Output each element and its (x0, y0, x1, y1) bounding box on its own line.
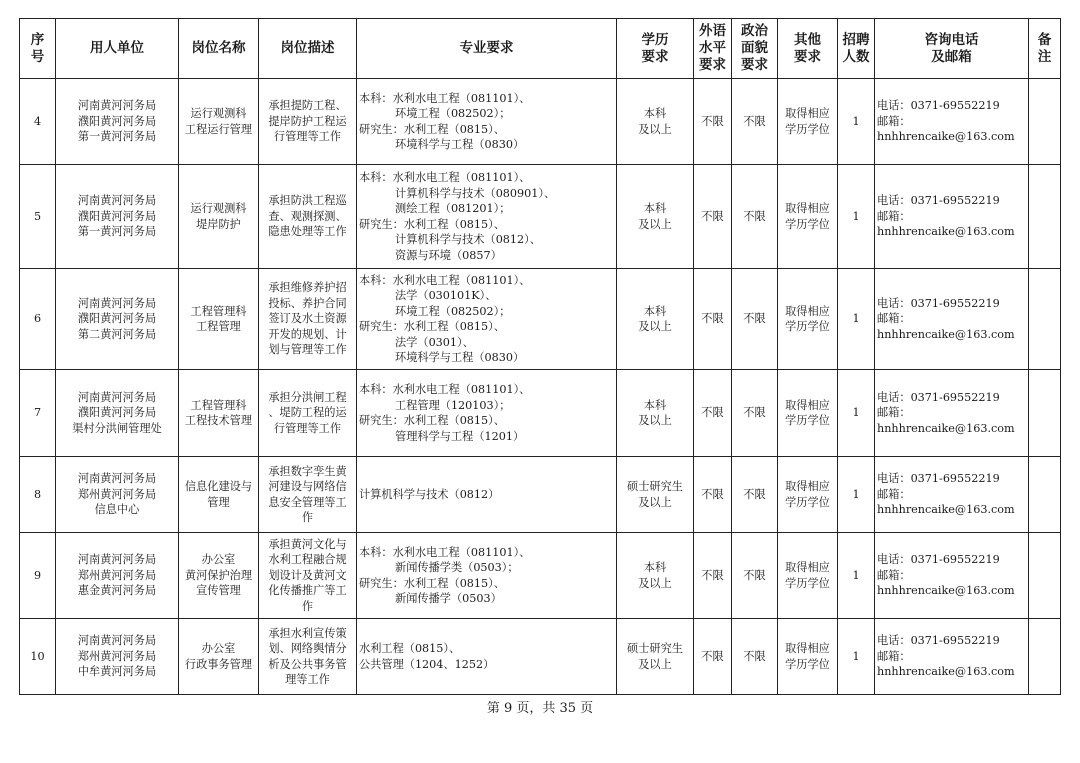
unit-cell-line: 河南黄河河务局 (77, 194, 157, 208)
header-other (778, 19, 838, 79)
post-name-cell-line: 工程管理科 (190, 398, 247, 412)
unit-cell-line: 第一黄河河务局 (77, 130, 157, 144)
header-line: 学历 (641, 31, 669, 48)
header-language (694, 19, 732, 79)
unit-cell-line: 郑州黄河河务局 (77, 568, 157, 582)
header-line: 要求 (741, 57, 768, 73)
education-cell (617, 165, 694, 269)
contact-cell-line: 电话：0371-69552219 (877, 390, 1000, 404)
note-cell (1029, 165, 1061, 269)
contact-cell-line: 电话：0371-69552219 (877, 99, 1000, 113)
unit-cell-line: 濮阳黄河河务局 (77, 209, 157, 223)
contact-cell-line: hnhhrencaike@163.com (877, 584, 1015, 598)
post-desc-cell-line: 承担数字孪生黄 (268, 464, 347, 478)
contact-cell-line: 邮箱： (877, 209, 911, 223)
major-line: 环境工程（082502）； (395, 304, 511, 318)
header-line: 外语 (699, 23, 726, 39)
major-line: 新闻传播学（0503） (395, 592, 502, 605)
other-cell (778, 79, 838, 165)
post-desc-cell-line: 承担分洪闸工程 (268, 390, 347, 404)
major-line: 研究生：水利工程（0815）、 (359, 217, 505, 231)
language-cell: 不限 (694, 533, 732, 619)
unit-cell (56, 269, 179, 370)
unit-cell-line: 濮阳黄河河务局 (77, 114, 157, 128)
major-line: 新闻传播学类（0503）； (395, 561, 519, 574)
seq-cell: 10 (20, 619, 56, 695)
post-desc-cell (259, 370, 357, 457)
header-line: 政治 (741, 23, 768, 39)
post-desc-cell-line: 行管理等工作 (273, 130, 342, 144)
contact-cell-line: 电话：0371-69552219 (877, 472, 1000, 486)
note-cell (1029, 269, 1061, 370)
header-line: 专业要求 (459, 40, 514, 56)
seq-cell: 9 (20, 533, 56, 619)
post-desc-cell-line: 承担水利宣传策 (268, 626, 347, 640)
other-cell (778, 165, 838, 269)
education-cell-line: 硕士研究生 (627, 480, 683, 493)
unit-cell-line: 河南黄河河务局 (77, 390, 157, 404)
unit-cell (56, 165, 179, 269)
unit-cell (56, 619, 179, 695)
major-line: 本科：水利水电工程（081101）、 (359, 383, 531, 396)
education-cell-line: 及以上 (638, 320, 672, 333)
header-major (357, 19, 617, 79)
post-name-cell (179, 79, 259, 165)
post-name-cell-line: 工程管理 (196, 320, 241, 333)
header-unit (56, 19, 179, 79)
post-desc-cell-line: 理等工作 (285, 673, 330, 686)
post-desc-cell-line: 划与管理等工作 (268, 343, 347, 357)
post-desc-cell-line: 化传播推广等工 (268, 584, 347, 598)
header-line: 要求 (794, 48, 821, 65)
contact-cell-line: 电话：0371-69552219 (877, 194, 1000, 208)
major-line: 资源与环境（0857） (395, 248, 502, 262)
count-cell: 1 (838, 370, 875, 457)
table-row (20, 79, 1061, 165)
post-name-cell-line: 黄河保护治理 (184, 568, 253, 582)
header-note (1029, 19, 1061, 79)
other-cell (778, 619, 838, 695)
seq-cell: 5 (20, 165, 56, 269)
major-line: 研究生：水利工程（0815）、 (359, 576, 505, 590)
major-cell (357, 79, 617, 165)
contact-cell-line: 电话：0371-69552219 (877, 296, 1000, 310)
unit-cell (56, 457, 179, 533)
contact-cell (875, 370, 1029, 457)
unit-cell (56, 370, 179, 457)
unit-cell-line: 河南黄河河务局 (77, 553, 157, 567)
post-name-cell-line: 办公室 (201, 642, 236, 655)
education-cell (617, 79, 694, 165)
post-name-cell-line: 信息化建设与 (184, 480, 253, 493)
education-cell-line: 及以上 (638, 217, 672, 231)
header-post-name (179, 19, 259, 79)
education-cell-line: 本科 (643, 561, 667, 574)
post-desc-cell-line: 、堤防工程的运 (268, 406, 347, 420)
post-desc-cell (259, 457, 357, 533)
header-contact (875, 19, 1029, 79)
count-cell: 1 (838, 619, 875, 695)
header-line: 要求 (641, 48, 669, 65)
education-cell (617, 269, 694, 370)
post-desc-cell-line: 开发的规划、计 (268, 327, 347, 341)
post-desc-cell-line: 析及公共事务管 (268, 657, 347, 671)
other-cell (778, 457, 838, 533)
unit-cell-line: 河南黄河河务局 (77, 634, 157, 648)
major-line: 本科：水利水电工程（081101）、 (359, 273, 531, 287)
post-desc-cell-line: 签订及水土资源 (268, 312, 347, 326)
table-row (20, 370, 1061, 457)
other-cell-line: 取得相应 (785, 398, 830, 412)
major-line: 环境科学与工程（0830） (395, 138, 525, 151)
major-line: 本科：水利水电工程（081101）、 (359, 91, 531, 105)
education-cell-line: 硕士研究生 (627, 642, 683, 655)
major-cell (357, 619, 617, 695)
table-row (20, 619, 1061, 695)
contact-cell-line: 电话：0371-69552219 (877, 553, 1000, 567)
post-desc-cell-line: 作 (301, 511, 314, 524)
count-cell: 1 (838, 457, 875, 533)
note-cell (1029, 457, 1061, 533)
unit-cell-line: 河南黄河河务局 (77, 296, 157, 310)
other-cell-line: 学历学位 (785, 217, 830, 231)
other-cell-line: 取得相应 (785, 202, 830, 215)
seq-cell: 4 (20, 79, 56, 165)
major-line: 管理科学与工程（1201） (395, 429, 525, 443)
post-name-cell-line: 管理 (207, 495, 230, 509)
post-name-cell (179, 370, 259, 457)
post-desc-cell-line: 提岸防护工程运 (268, 114, 347, 128)
language-cell: 不限 (694, 79, 732, 165)
other-cell-line: 取得相应 (785, 561, 830, 574)
education-cell-line: 本科 (643, 398, 667, 412)
page-footer: 第 9 页，共 35 页 (486, 701, 594, 716)
unit-cell-line: 第二黄河河务局 (77, 327, 157, 341)
post-desc-cell-line: 水利工程融合规 (268, 553, 347, 567)
language-cell: 不限 (694, 619, 732, 695)
politics-cell: 不限 (732, 370, 778, 457)
count-cell: 1 (838, 269, 875, 370)
post-desc-cell-line: 承担维修养护招 (268, 281, 347, 295)
post-desc-cell-line: 承担黄河文化与 (268, 537, 347, 551)
header-line: 咨询电话 (924, 31, 979, 48)
post-name-cell-line: 堤岸防护 (196, 217, 241, 231)
post-desc-cell-line: 承担防洪工程巡 (268, 194, 347, 208)
header-line: 用人单位 (90, 40, 144, 56)
seq-cell: 6 (20, 269, 56, 370)
education-cell (617, 533, 694, 619)
table-row (20, 269, 1061, 370)
unit-cell-line: 河南黄河河务局 (77, 472, 157, 486)
post-desc-cell (259, 165, 357, 269)
post-name-cell-line: 运行观测科 (190, 202, 247, 215)
table-body (20, 79, 1061, 695)
language-cell: 不限 (694, 457, 732, 533)
language-cell: 不限 (694, 269, 732, 370)
other-cell-line: 取得相应 (785, 642, 830, 655)
other-cell-line: 取得相应 (785, 304, 830, 318)
table-row (20, 457, 1061, 533)
major-line: 计算机科学与技术（0812） (359, 487, 500, 501)
contact-cell (875, 619, 1029, 695)
contact-cell-line: 电话：0371-69552219 (877, 634, 1000, 648)
header-education (617, 19, 694, 79)
contact-cell-line: hnhhrencaike@163.com (877, 421, 1015, 435)
header-line: 及邮箱 (931, 48, 972, 65)
contact-cell-line: hnhhrencaike@163.com (877, 665, 1015, 679)
politics-cell: 不限 (732, 457, 778, 533)
major-line: 计算机科学与技术（0812）、 (395, 233, 541, 246)
contact-cell (875, 269, 1029, 370)
unit-cell-line: 信息中心 (94, 503, 140, 517)
header-line: 招聘 (842, 31, 870, 48)
post-desc-cell-line: 行管理等工作 (273, 421, 342, 435)
other-cell-line: 学历学位 (785, 576, 830, 590)
major-line: 法学（0301）、 (395, 335, 474, 349)
unit-cell-line: 惠金黄河河务局 (77, 584, 157, 598)
major-cell (357, 533, 617, 619)
contact-cell-line: 邮箱： (877, 487, 911, 501)
education-cell-line: 本科 (643, 304, 667, 318)
count-cell: 1 (838, 79, 875, 165)
major-line: 水利工程（0815）、 (359, 642, 461, 655)
post-desc-cell (259, 269, 357, 370)
header-line: 注 (1037, 48, 1052, 65)
post-desc-cell-line: 作 (301, 599, 314, 613)
unit-cell-line: 第一黄河河务局 (77, 225, 157, 239)
other-cell-line: 学历学位 (785, 320, 830, 333)
post-name-cell-line: 办公室 (201, 553, 236, 567)
unit-cell-line: 郑州黄河河务局 (77, 649, 157, 663)
politics-cell: 不限 (732, 79, 778, 165)
major-line: 计算机科学与技术（080901）、 (395, 186, 556, 200)
major-line: 法学（030101K）、 (395, 289, 497, 302)
unit-cell-line: 濮阳黄河河务局 (77, 406, 157, 420)
post-name-cell (179, 619, 259, 695)
post-name-cell-line: 工程技术管理 (184, 414, 253, 427)
unit-cell (56, 79, 179, 165)
major-cell (357, 165, 617, 269)
major-line: 研究生：水利工程（0815）、 (359, 122, 505, 136)
major-cell (357, 370, 617, 457)
recruitment-table (19, 18, 1061, 695)
contact-cell-line: hnhhrencaike@163.com (877, 327, 1015, 341)
post-name-cell-line: 工程运行管理 (184, 122, 253, 136)
other-cell (778, 269, 838, 370)
other-cell-line: 学历学位 (785, 495, 830, 509)
post-desc-cell-line: 划、网络舆情分 (268, 642, 347, 655)
major-line: 测绘工程（081201）； (395, 202, 511, 215)
major-cell (357, 457, 617, 533)
header-count (838, 19, 875, 79)
major-line: 本科：水利水电工程（081101）、 (359, 171, 531, 184)
header-row (20, 19, 1061, 79)
post-desc-cell-line: 查、观测探测、 (268, 209, 347, 223)
language-cell: 不限 (694, 165, 732, 269)
major-line: 本科：水利水电工程（081101）、 (359, 545, 531, 559)
post-name-cell-line: 工程管理科 (190, 304, 247, 318)
major-line: 环境工程（082502）； (395, 107, 511, 120)
post-name-cell (179, 269, 259, 370)
header-line: 人数 (842, 48, 870, 65)
count-cell: 1 (838, 533, 875, 619)
post-name-cell-line: 宣传管理 (196, 584, 241, 598)
post-name-cell (179, 533, 259, 619)
unit-cell-line: 郑州黄河河务局 (77, 487, 157, 501)
contact-cell (875, 457, 1029, 533)
education-cell-line: 及以上 (638, 495, 672, 509)
contact-cell-line: 邮箱： (877, 312, 911, 326)
politics-cell: 不限 (732, 533, 778, 619)
major-line: 研究生：水利工程（0815）、 (359, 414, 505, 427)
header-line: 面貌 (741, 40, 768, 56)
contact-cell-line: hnhhrencaike@163.com (877, 225, 1015, 239)
politics-cell: 不限 (732, 619, 778, 695)
contact-cell-line: 邮箱： (877, 114, 911, 128)
seq-cell: 8 (20, 457, 56, 533)
unit-cell-line: 濮阳黄河河务局 (77, 312, 157, 326)
note-cell (1029, 619, 1061, 695)
header-line: 岗位描述 (280, 40, 335, 56)
contact-cell-line: 邮箱： (877, 568, 911, 582)
education-cell-line: 及以上 (638, 657, 672, 671)
politics-cell: 不限 (732, 269, 778, 370)
note-cell (1029, 370, 1061, 457)
header-line: 其他 (794, 31, 821, 48)
other-cell-line: 学历学位 (785, 414, 830, 427)
post-name-cell-line: 运行观测科 (190, 107, 247, 120)
other-cell (778, 533, 838, 619)
post-desc-cell-line: 划设计及黄河文 (268, 568, 347, 582)
politics-cell: 不限 (732, 165, 778, 269)
post-desc-cell (259, 533, 357, 619)
note-cell (1029, 79, 1061, 165)
major-line: 工程管理（120103）； (395, 398, 511, 412)
header-line: 水平 (699, 40, 726, 56)
table-row (20, 165, 1061, 269)
major-line: 公共管理（1204、1252） (359, 657, 495, 671)
contact-cell-line: 邮箱： (877, 649, 911, 663)
post-desc-cell (259, 79, 357, 165)
post-desc-cell-line: 承担提防工程、 (268, 99, 347, 113)
unit-cell (56, 533, 179, 619)
education-cell (617, 370, 694, 457)
education-cell-line: 及以上 (638, 576, 672, 590)
header-line: 要求 (699, 57, 726, 73)
header-politics (732, 19, 778, 79)
post-name-cell (179, 457, 259, 533)
unit-cell-line: 河南黄河河务局 (77, 99, 157, 113)
count-cell: 1 (838, 165, 875, 269)
post-desc-cell-line: 河建设与网络信 (268, 480, 347, 493)
header-post-desc (259, 19, 357, 79)
header-line: 号 (30, 48, 45, 65)
post-name-cell-line: 行政事务管理 (184, 657, 253, 671)
header-line: 备 (1037, 31, 1052, 48)
other-cell-line: 取得相应 (785, 107, 830, 120)
language-cell: 不限 (694, 370, 732, 457)
contact-cell-line: 邮箱： (877, 406, 911, 420)
post-desc-cell-line: 息安全管理等工 (268, 495, 347, 509)
post-desc-cell (259, 619, 357, 695)
header-line: 岗位名称 (191, 40, 246, 56)
unit-cell-line: 中牟黄河河务局 (77, 665, 157, 679)
seq-cell: 7 (20, 370, 56, 457)
contact-cell (875, 165, 1029, 269)
unit-cell-line: 渠村分洪闸管理处 (72, 421, 162, 435)
header-line: 序 (30, 31, 45, 48)
contact-cell-line: hnhhrencaike@163.com (877, 130, 1015, 144)
other-cell-line: 取得相应 (785, 480, 830, 493)
other-cell-line: 学历学位 (785, 657, 830, 671)
contact-cell (875, 533, 1029, 619)
education-cell-line: 本科 (643, 107, 667, 120)
education-cell (617, 457, 694, 533)
post-name-cell (179, 165, 259, 269)
other-cell (778, 370, 838, 457)
education-cell-line: 及以上 (638, 122, 672, 136)
major-cell (357, 269, 617, 370)
other-cell-line: 学历学位 (785, 122, 830, 136)
contact-cell (875, 79, 1029, 165)
education-cell-line: 本科 (643, 202, 667, 215)
major-line: 环境科学与工程（0830） (395, 351, 525, 364)
education-cell-line: 及以上 (638, 414, 672, 427)
post-desc-cell-line: 隐患处理等工作 (268, 225, 347, 239)
note-cell (1029, 533, 1061, 619)
table-row (20, 533, 1061, 619)
major-line: 研究生：水利工程（0815）、 (359, 320, 505, 333)
education-cell (617, 619, 694, 695)
contact-cell-line: hnhhrencaike@163.com (877, 503, 1015, 517)
post-desc-cell-line: 投标、养护合同 (268, 296, 347, 310)
header-seq (20, 19, 56, 79)
